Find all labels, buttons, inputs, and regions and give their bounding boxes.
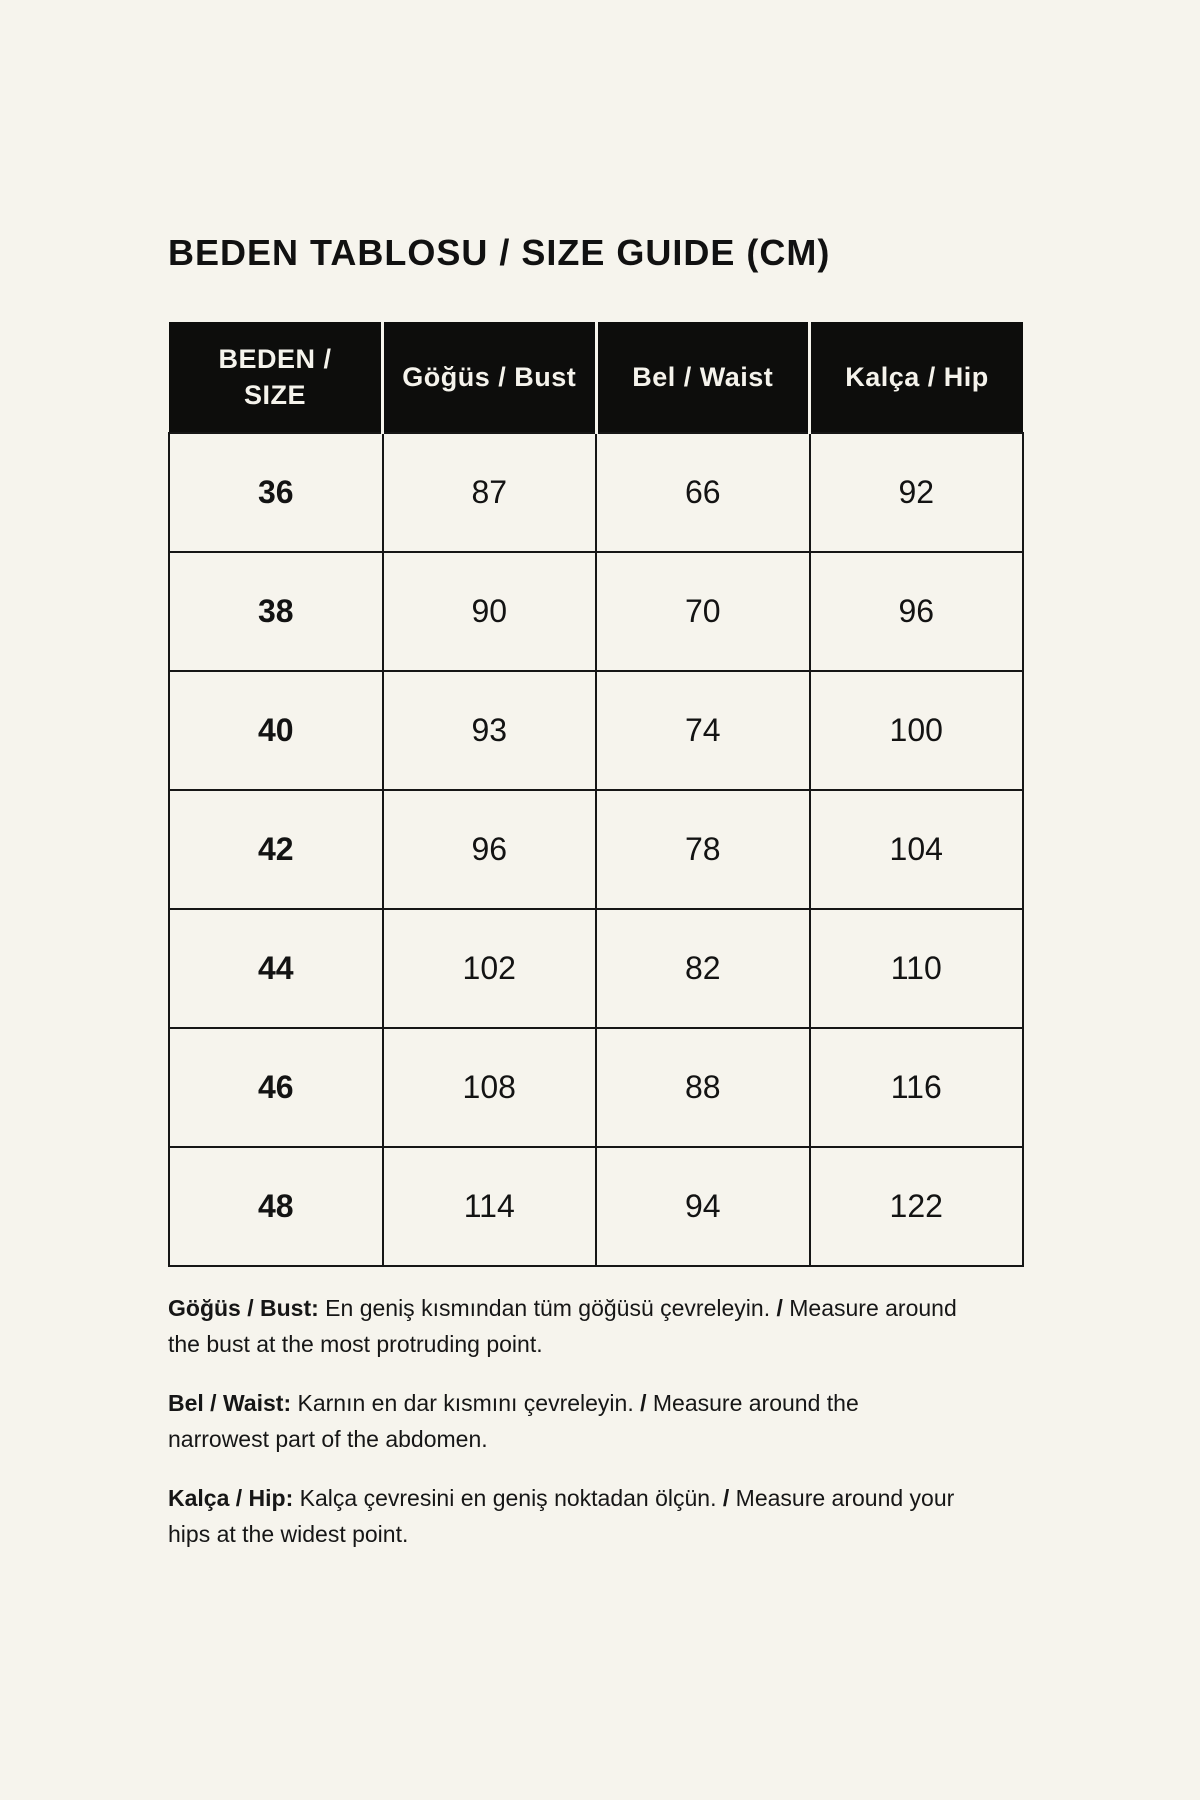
- measurement-notes: [168, 1290, 962, 1575]
- cell-hip: 104: [810, 790, 1024, 909]
- note-hip-label: Kalça / Hip:: [168, 1485, 294, 1511]
- cell-hip: 92: [810, 433, 1024, 552]
- cell-bust: 93: [383, 671, 597, 790]
- cell-hip: 116: [810, 1028, 1024, 1147]
- table-body: [169, 433, 1023, 1266]
- note-bust-turkish: En geniş kısmından tüm göğüsü çevreleyin.: [325, 1295, 771, 1321]
- table-row-36: [169, 433, 1023, 552]
- cell-bust: 102: [383, 909, 597, 1028]
- cell-waist: 74: [596, 671, 810, 790]
- cell-size: 38: [169, 552, 383, 671]
- cell-size: 48: [169, 1147, 383, 1266]
- note-waist-separator: /: [640, 1390, 647, 1416]
- table-row-38: [169, 552, 1023, 671]
- header-cell-bust: Göğüs / Bust: [383, 322, 597, 433]
- cell-bust: 108: [383, 1028, 597, 1147]
- note-waist-turkish: Karnın en dar kısmını çevreleyin.: [297, 1390, 634, 1416]
- table-row-48: [169, 1147, 1023, 1266]
- cell-hip: 100: [810, 671, 1024, 790]
- cell-bust: 87: [383, 433, 597, 552]
- cell-waist: 70: [596, 552, 810, 671]
- header-cell-waist: Bel / Waist: [596, 322, 810, 433]
- cell-size: 36: [169, 433, 383, 552]
- table-header: [169, 322, 1023, 433]
- cell-size: 44: [169, 909, 383, 1028]
- header-cell-size: BEDEN / SIZE: [169, 322, 383, 433]
- note-hip-turkish: Kalça çevresini en geniş noktadan ölçün.: [299, 1485, 717, 1511]
- note-hip-english: Measure around your hips at the widest point.: [168, 1485, 955, 1547]
- cell-waist: 94: [596, 1147, 810, 1266]
- cell-waist: 66: [596, 433, 810, 552]
- cell-bust: 90: [383, 552, 597, 671]
- cell-size: 42: [169, 790, 383, 909]
- note-bust: [168, 1290, 962, 1362]
- table-row-40: [169, 671, 1023, 790]
- cell-bust: 96: [383, 790, 597, 909]
- cell-hip: 122: [810, 1147, 1024, 1266]
- table-row-44: [169, 909, 1023, 1028]
- cell-bust: 114: [383, 1147, 597, 1266]
- cell-hip: 110: [810, 909, 1024, 1028]
- table-row-42: [169, 790, 1023, 909]
- table-row-46: [169, 1028, 1023, 1147]
- note-waist-english: Measure around the narrowest part of the abdomen.: [168, 1390, 859, 1452]
- note-waist-label: Bel / Waist:: [168, 1390, 292, 1416]
- note-bust-label: Göğüs / Bust:: [168, 1295, 319, 1321]
- cell-waist: 78: [596, 790, 810, 909]
- cell-hip: 96: [810, 552, 1024, 671]
- note-hip: [168, 1480, 962, 1552]
- note-hip-separator: /: [722, 1485, 730, 1511]
- header-cell-hip: Kalça / Hip: [810, 322, 1024, 433]
- cell-size: 40: [169, 671, 383, 790]
- cell-waist: 82: [596, 909, 810, 1028]
- note-bust-separator: /: [776, 1295, 783, 1321]
- note-bust-english: Measure around the bust at the most protruding point.: [168, 1295, 957, 1357]
- size-guide-table: [168, 322, 1024, 1267]
- header-row: [169, 322, 1023, 433]
- note-waist: [168, 1385, 962, 1457]
- cell-waist: 88: [596, 1028, 810, 1147]
- cell-size: 46: [169, 1028, 383, 1147]
- page-title: BEDEN TABLOSU / SIZE GUIDE (CM): [168, 232, 831, 273]
